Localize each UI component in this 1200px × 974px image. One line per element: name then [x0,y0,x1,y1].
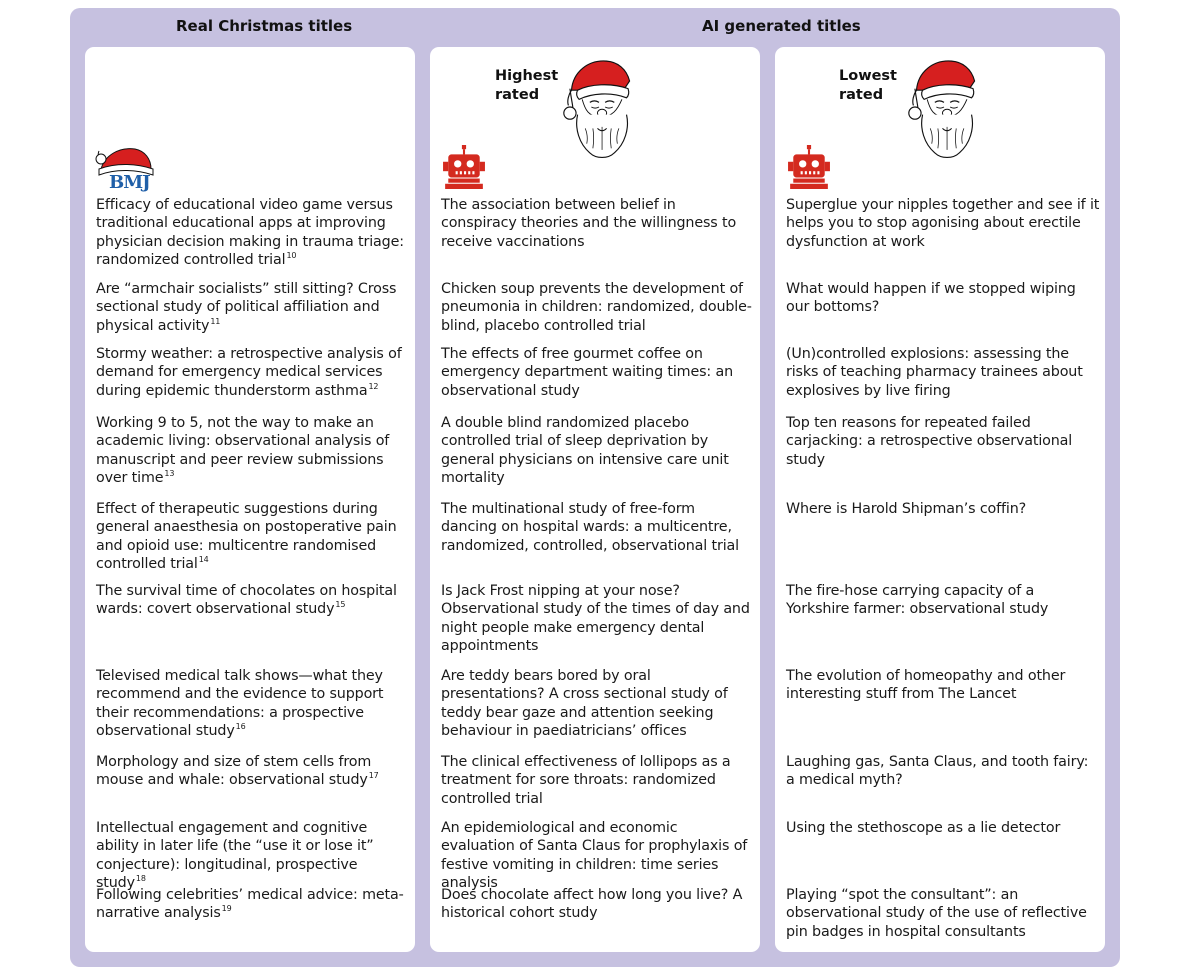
reference-number: 12 [368,381,379,391]
title-text: Stormy weather: a retrospective analysis of demand for emergency medical services during epidemic thunderstorm asthma [96,346,402,399]
title-text: The effects of free gourmet coffee on emergency department waiting times: an observational study [441,346,733,399]
reference-number: 19 [221,904,232,914]
reference-number: 17 [368,771,379,781]
column-header-area [775,47,1105,197]
highest-rated-line-1: Highest [495,68,559,84]
title-entry [441,582,755,655]
title-entry [96,196,410,269]
title-text: Are teddy bears bored by oral presentations? A cross sectional study of teddy bear gaze and attention seeking behaviour in paediatricians’ offices [441,668,728,739]
title-text: Superglue your nipples together and see if it helps you to stop agonising about erectile dysfunction at work [786,197,1100,250]
title-entry [441,345,755,400]
title-entry [96,667,410,740]
title-text: Effect of therapeutic suggestions during general anaesthesia on postoperative pain and opioid use: multicentre randomised controlled trial [96,501,397,572]
title-entry [96,819,410,892]
highest-rated-label [495,67,558,105]
title-entry [786,345,1100,400]
title-entry [441,819,755,892]
title-entry [786,667,1100,704]
title-entry [96,280,410,335]
title-text: The association between belief in conspiracy theories and the willingness to receive vaccinations [441,197,737,250]
title-text: The evolution of homeopathy and other interesting stuff from The Lancet [786,668,1066,703]
title-text: Laughing gas, Santa Claus, and tooth fairy: a medical myth? [786,754,1089,789]
title-text: Top ten reasons for repeated failed carjacking: a retrospective observational study [786,415,1073,468]
title-text: Where is Harold Shipman’s coffin? [786,501,1027,517]
title-text: Chicken soup prevents the development of pneumonia in children: randomized, double-blind, placebo controlled trial [441,281,752,334]
bmj-logo-text: BMJ [109,172,150,193]
reference-number: 13 [164,468,175,478]
highest-rated-line-2: rated [495,87,540,103]
title-text: The survival time of chocolates on hospital wards: covert observational study [96,583,397,618]
title-text: An epidemiological and economic evaluation of Santa Claus for prophylaxis of festive vomiting in children: time series analysis [441,820,748,891]
title-text: The multinational study of free-form dancing on hospital wards: a multicentre, randomized, controlled, observational trial [441,501,739,554]
reference-number: 11 [210,316,221,326]
title-text: Playing “spot the consultant”: an observational study of the use of reflective pin badges in hospital consultants [786,887,1087,940]
title-text: A double blind randomized placebo controlled trial of sleep deprivation by general physicians on intensive care unit mortality [441,415,729,486]
reference-number: 18 [135,873,146,883]
title-entry [96,582,410,619]
title-entry [786,414,1100,469]
title-text: Televised medical talk shows—what they recommend and the evidence to support their recommendations: a prospective observational study [96,668,384,739]
lowest-rated-line-2: rated [839,87,884,103]
title-entry [441,280,755,335]
lowest-rated-label [839,67,897,105]
title-entry [786,753,1100,790]
column-real-titles [85,47,415,952]
title-text: Morphology and size of stem cells from mouse and whale: observational study [96,754,372,789]
title-text: Intellectual engagement and cognitive ability in later life (the “use it or lose it” conjecture): longitudinal, prospective study [96,820,374,891]
reference-number: 15 [335,600,346,610]
santa-claus-icon [552,55,646,159]
robot-icon [787,145,831,189]
column-header-area [85,47,415,197]
title-entry [441,500,755,555]
title-text: Does chocolate affect how long you live? A historical cohort study [441,887,743,922]
title-entry [96,345,410,400]
column-ai-highest [430,47,760,952]
title-text: Are “armchair socialists” still sitting? Cross sectional study of political affiliation and physical activity [96,281,397,334]
title-text: Efficacy of educational video game versus traditional educational apps at improving physician decision making in trauma triage: randomized controlled trial [96,197,404,268]
title-entry [96,886,410,923]
title-text: The fire-hose carrying capacity of a Yorkshire farmer: observational study [786,583,1049,618]
title-entry [786,280,1100,317]
title-text: Working 9 to 5, not the way to make an academic living: observational analysis of manuscript and peer review submissions over time [96,415,390,486]
title-text: (Un)controlled explosions: assessing the risks of teaching pharmacy trainees about explosives by live firing [786,346,1083,399]
title-text: The clinical effectiveness of lollipops as a treatment for sore throats: randomized controlled trial [441,754,731,807]
reference-number: 14 [198,554,209,564]
header-ai-titles: AI generated titles [702,17,861,35]
title-entry [786,886,1100,941]
title-entry [786,819,1100,837]
reference-number: 10 [286,250,297,260]
title-entry [786,196,1100,251]
title-entry [441,667,755,740]
title-entry [96,500,410,573]
column-ai-lowest [775,47,1105,952]
reference-number: 16 [235,721,246,731]
bmj-santa-hat-logo [95,145,155,197]
title-text: Using the stethoscope as a lie detector [786,820,1061,836]
title-entry [441,886,755,923]
title-entry [96,753,410,790]
robot-icon [442,145,486,189]
column-header-area [430,47,760,197]
title-entry [441,196,755,251]
title-entry [96,414,410,487]
title-text: What would happen if we stopped wiping our bottoms? [786,281,1076,316]
header-real-titles: Real Christmas titles [176,17,353,35]
title-text: Following celebrities’ medical advice: meta-narrative analysis [96,887,404,922]
title-entry [786,500,1100,518]
title-entry [441,414,755,487]
santa-claus-icon [897,55,991,159]
title-entry [786,582,1100,619]
title-entry [441,753,755,808]
title-text: Is Jack Frost nipping at your nose? Observational study of the times of day and night people make emergency dental appointments [441,583,750,654]
lowest-rated-line-1: Lowest [839,68,897,84]
